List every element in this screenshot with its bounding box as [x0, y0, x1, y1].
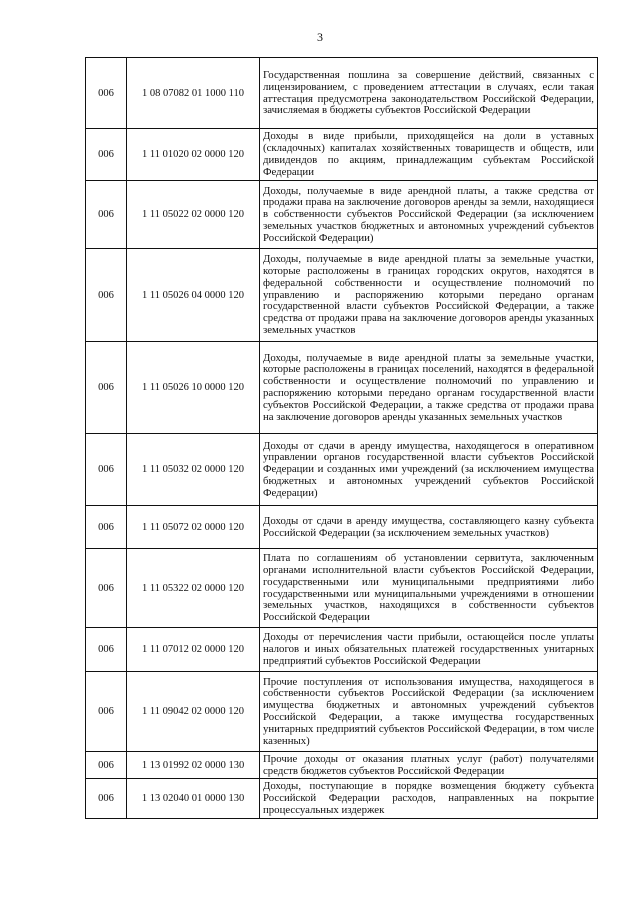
revenue-description: Прочие доходы от оказания платных услуг (работ) получателями средств бюджетов субъектов Российской Федерации	[260, 752, 598, 779]
page-number: 3	[317, 30, 323, 44]
table-row	[86, 549, 598, 628]
table-row	[86, 752, 598, 779]
table-row	[86, 672, 598, 752]
budget-classification-code: 1 11 07012 02 0000 120	[127, 628, 260, 672]
administrator-code: 006	[86, 434, 127, 506]
table-row	[86, 58, 598, 129]
budget-classification-code: 1 11 01020 02 0000 120	[127, 129, 260, 181]
table-row	[86, 506, 598, 549]
budget-classification-code: 1 11 05026 10 0000 120	[127, 342, 260, 434]
administrator-code: 006	[86, 672, 127, 752]
table-body	[86, 58, 598, 819]
table-row	[86, 249, 598, 342]
budget-classification-code: 1 11 05026 04 0000 120	[127, 249, 260, 342]
budget-classification-code: 1 08 07082 01 1000 110	[127, 58, 260, 129]
revenue-description: Доходы, поступающие в порядке возмещения бюджету субъекта Российской Федерации расходов, направленных на покрытие процессуальных издержек	[260, 779, 598, 819]
administrator-code: 006	[86, 628, 127, 672]
administrator-code: 006	[86, 181, 127, 249]
administrator-code: 006	[86, 549, 127, 628]
administrator-code: 006	[86, 752, 127, 779]
administrator-code: 006	[86, 779, 127, 819]
administrator-code: 006	[86, 342, 127, 434]
revenue-description: Плата по соглашениям об установлении сервитута, заключенным органами исполнительной власти субъектов Российской Федерации, государственными или муниципальными предприятиями либо государственными или муниципальными учреждениями в отношении земельных участков, находящихся в собственности субъектов Российской Федерации	[260, 549, 598, 628]
budget-classification-code: 1 11 05032 02 0000 120	[127, 434, 260, 506]
table-row	[86, 779, 598, 819]
budget-classification-code: 1 13 02040 01 0000 130	[127, 779, 260, 819]
table-row	[86, 129, 598, 181]
administrator-code: 006	[86, 58, 127, 129]
table-row	[86, 342, 598, 434]
revenue-description: Прочие поступления от использования имущества, находящегося в собственности субъектов Российской Федерации (за исключением имущества бюджетных и автономных учреждений субъектов Российской Федерации, а также имущества государственных унитарных предприятий субъектов Российской Федерации, в том числе казенных)	[260, 672, 598, 752]
revenue-description: Доходы, получаемые в виде арендной платы за земельные участки, которые расположены в границах поселений, находятся в федеральной собственности и осуществление полномочий по управлению и распоряжению которыми передано органам государственной власти субъектов Российской Федерации, а также средства от продажи права на заключение договоров аренды указанных земельных участков	[260, 342, 598, 434]
administrator-code: 006	[86, 506, 127, 549]
table-row	[86, 628, 598, 672]
budget-classification-code: 1 11 05322 02 0000 120	[127, 549, 260, 628]
revenue-description: Доходы, получаемые в виде арендной платы за земельные участки, которые расположены в границах городских округов, находятся в федеральной собственности и осуществление полномочий по управлению и распоряжению которыми передано органам государственной власти субъектов Российской Федерации, а также средства от продажи права на заключение договоров аренды указанных земельных участков	[260, 249, 598, 342]
revenue-description: Доходы от перечисления части прибыли, остающейся после уплаты налогов и иных обязательных платежей государственных унитарных предприятий субъектов Российской Федерации	[260, 628, 598, 672]
administrator-code: 006	[86, 129, 127, 181]
revenue-description: Доходы, получаемые в виде арендной платы, а также средства от продажи права на заключение договоров аренды за земли, находящиеся в собственности субъектов Российской Федерации (за исключением земельных участков бюджетных и автономных учреждений субъектов Российской Федерации)	[260, 181, 598, 249]
table-row	[86, 181, 598, 249]
budget-classification-code: 1 11 05022 02 0000 120	[127, 181, 260, 249]
revenue-description: Доходы от сдачи в аренду имущества, составляющего казну субъекта Российской Федерации (за исключением земельных участков)	[260, 506, 598, 549]
budget-classification-code: 1 11 09042 02 0000 120	[127, 672, 260, 752]
revenue-description: Доходы в виде прибыли, приходящейся на доли в уставных (складочных) капиталах хозяйственных товариществ и обществ, или дивидендов по акциям, принадлежащим субъектам Российской Федерации	[260, 129, 598, 181]
revenue-codes-table	[85, 57, 598, 819]
table-row	[86, 434, 598, 506]
revenue-description: Доходы от сдачи в аренду имущества, находящегося в оперативном управлении органов государственной власти субъектов Российской Федерации и созданных ими учреждений (за исключением имущества бюджетных и автономных учреждений субъектов Российской Федерации)	[260, 434, 598, 506]
budget-classification-code: 1 11 05072 02 0000 120	[127, 506, 260, 549]
revenue-description: Государственная пошлина за совершение действий, связанных с лицензированием, с проведением аттестации в случаях, если такая аттестация предусмотрена законодательством Российской Федерации, зачисляемая в бюджеты субъектов Российской Федерации	[260, 58, 598, 129]
administrator-code: 006	[86, 249, 127, 342]
budget-classification-code: 1 13 01992 02 0000 130	[127, 752, 260, 779]
